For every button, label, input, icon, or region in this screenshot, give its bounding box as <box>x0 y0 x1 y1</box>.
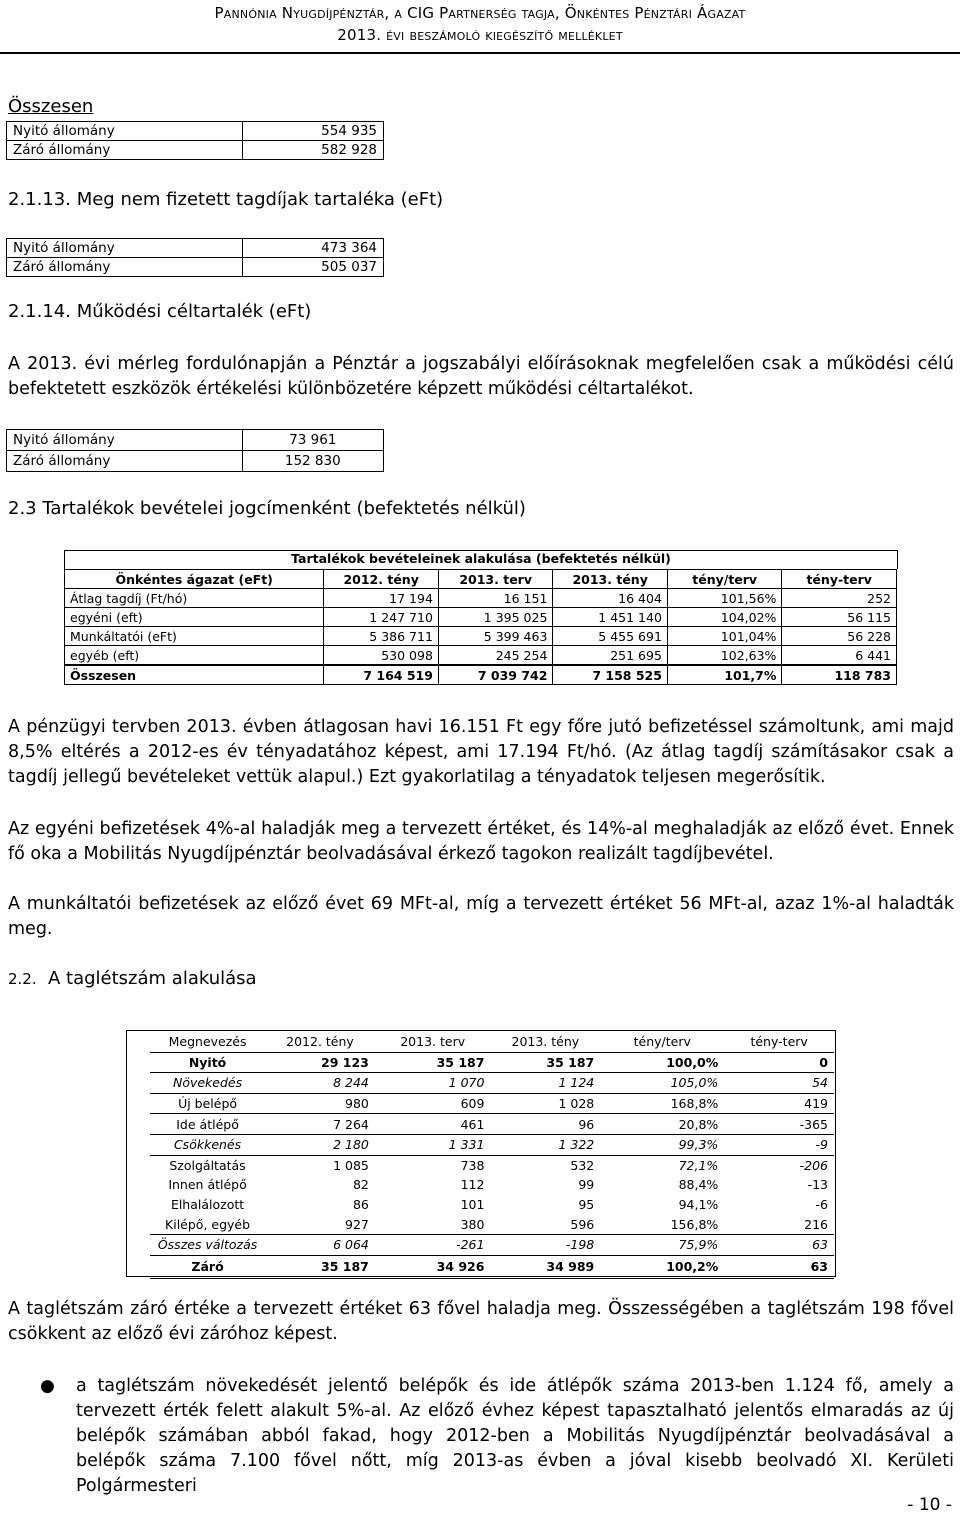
table-cell: -365 <box>724 1114 834 1135</box>
table-cell: 86 <box>352 1197 369 1213</box>
table-cell: 980 <box>265 1093 375 1114</box>
section-2114-title: 2.1.14. Működési céltartalék (eFt) <box>8 301 312 322</box>
page-number: - 10 - <box>907 1495 952 1515</box>
table-cell: 63 <box>724 1255 834 1278</box>
table-cell: 17 194 <box>324 589 439 608</box>
header-cell: 2012. tény <box>265 1032 375 1052</box>
header-rule <box>0 52 960 54</box>
table-cell: 1 395 025 <box>438 608 553 627</box>
header-line-1: Pannónia Nyugdíjpénztár, a CIG Partnerség tagja, Önkéntes Pénztári Ágazat <box>214 4 746 22</box>
table-cell: 16 151 <box>438 589 553 608</box>
table-cell: egyéb (eft) <box>65 646 324 666</box>
table-cell: -261 <box>375 1234 491 1255</box>
table-cell: 461 <box>375 1114 491 1135</box>
header-cell: tény/terv <box>600 1032 724 1052</box>
bullet-icon: ● <box>40 1376 55 1396</box>
table-cell: 7 158 525 <box>553 665 668 685</box>
table-cell: Kilépő, egyéb <box>150 1214 265 1234</box>
table-cell: -6 <box>815 1197 828 1213</box>
table-header-row <box>150 1032 834 1052</box>
table-cell: 118 783 <box>782 665 897 685</box>
table-cell: 1 124 <box>490 1073 600 1094</box>
table-cell: 596 <box>490 1214 600 1234</box>
revenue-table-caption: Tartalékok bevételeinek alakulása (befektetés nélkül) <box>64 550 898 569</box>
table-cell: 530 098 <box>324 646 439 666</box>
table-cell: 609 <box>375 1093 491 1114</box>
table-cell: 1 331 <box>375 1134 491 1155</box>
table-cell: 216 <box>724 1214 834 1234</box>
table-cell: Záró állomány <box>7 141 243 160</box>
table-row <box>7 451 384 472</box>
table-cell: 101,04% <box>667 627 782 646</box>
section-22-number: 2.2. <box>8 970 37 988</box>
table-cell: 473 364 <box>242 239 383 258</box>
table-cell: 245 254 <box>438 646 553 666</box>
header-cell: tény/terv <box>667 570 782 589</box>
table-cell: 95 <box>578 1197 595 1213</box>
table-total-row <box>150 1255 834 1278</box>
table-cell: 6 064 <box>265 1234 375 1255</box>
table-cell: 5 386 711 <box>324 627 439 646</box>
table-cell: Nyitó állomány <box>7 430 243 451</box>
table-row <box>150 1234 834 1255</box>
header-cell: 2013. tény <box>553 570 668 589</box>
table-cell: 5 455 691 <box>553 627 668 646</box>
table-cell: Nyitó állomány <box>7 239 243 258</box>
table-cell: 35 187 <box>490 1052 600 1073</box>
table-cell: 75,9% <box>600 1234 724 1255</box>
table-cell: 20,8% <box>600 1114 724 1135</box>
table-cell: 1 247 710 <box>324 608 439 627</box>
section-22-title: A taglétszám alakulása <box>48 968 257 989</box>
table-cell: 380 <box>375 1214 491 1234</box>
table-cell: 1 322 <box>490 1134 600 1155</box>
table-cell: 1 028 <box>490 1093 600 1114</box>
section-2113-title: 2.1.13. Meg nem fizetett tagdíjak tartaléka (eFt) <box>8 189 444 210</box>
table-cell: 56 228 <box>782 627 897 646</box>
header-cell: 2013. tény <box>490 1032 600 1052</box>
table-cell: Csökkenés <box>150 1134 265 1155</box>
table-cell: Nyitó <box>150 1052 265 1073</box>
table-cell: -9 <box>724 1134 834 1155</box>
table-cell: 252 <box>782 589 897 608</box>
table-cell: 0 <box>724 1052 834 1073</box>
table-cell: 94,1% <box>678 1197 719 1213</box>
table-cell: Növekedés <box>150 1073 265 1094</box>
section-2114-paragraph: A 2013. évi mérleg fordulónapján a Pénztár a jogszabályi előírásoknak megfelelően csak a működési célú befektetett eszközök értékelési különbözetére képzett működési céltartalékot. <box>8 354 954 399</box>
table-cell: 8 244 <box>265 1073 375 1094</box>
section-2113-table <box>6 238 384 277</box>
table-cell: -13 <box>807 1177 828 1193</box>
table-cell: Innen átlépő <box>168 1177 247 1193</box>
table-cell: 532 <box>570 1157 595 1173</box>
table-cell: 927 <box>265 1214 375 1234</box>
section-2114-table <box>6 429 384 472</box>
table-cell: 101,56% <box>667 589 782 608</box>
total-section-title: Összesen <box>8 96 94 117</box>
table-row <box>150 1214 834 1234</box>
table-cell: 105,0% <box>600 1073 724 1094</box>
table-cell: 7 039 742 <box>438 665 553 685</box>
table-row <box>7 239 384 258</box>
total-table <box>6 121 384 160</box>
section-23-paragraph-2: Az egyéni befizetések 4%-al haladják meg a tervezett értéket, és 14%-al meghaladják az előző évet. Ennek fő oka a Mobilitás Nyugdíjpénztár beolvadásával érkező tagokon realizált tagdíjbevétel. <box>8 819 954 864</box>
table-row <box>150 1073 834 1094</box>
table-cell: Záró <box>150 1255 265 1278</box>
table-row <box>150 1175 834 1195</box>
table-cell: 72,1% <box>678 1157 719 1173</box>
header-cell: 2013. terv <box>438 570 553 589</box>
table-cell: 35 187 <box>375 1052 491 1073</box>
table-cell: 1 085 <box>333 1157 369 1173</box>
table-cell: 100,2% <box>600 1255 724 1278</box>
header-cell: Megnevezés <box>150 1032 265 1052</box>
table-cell: 104,02% <box>667 608 782 627</box>
table-cell: 35 187 <box>265 1255 375 1278</box>
table-cell: 5 399 463 <box>438 627 553 646</box>
table-cell: 54 <box>724 1073 834 1094</box>
table-cell: 7 264 <box>265 1114 375 1135</box>
revenue-table <box>64 569 897 685</box>
table-cell: Összesen <box>65 665 324 685</box>
table-cell: 29 123 <box>265 1052 375 1073</box>
table-row <box>150 1134 834 1155</box>
table-cell: 101,7% <box>667 665 782 685</box>
table-cell: 6 441 <box>782 646 897 666</box>
table-cell: 99,3% <box>600 1134 724 1155</box>
table-cell: 582 928 <box>242 141 383 160</box>
table-row <box>7 258 384 277</box>
section-23-paragraph-1: A pénzügyi tervben 2013. évben átlagosan havi 16.151 Ft egy főre jutó befizetéssel számoltunk, ami majd 8,5% eltérés a 2012-es év tényadatához képest, ami 17.194 Ft/hó. (Az átlag tagdíj számításakor csak a tagdíj jellegű bevételeket vettük alapul.) Ezt gyakorlatilag a tényadatok teljesen megerősítik. <box>8 717 954 787</box>
header-cell: Önkéntes ágazat (eFt) <box>65 570 324 589</box>
table-cell: 34 926 <box>375 1255 491 1278</box>
table-row <box>7 122 384 141</box>
table-cell: 34 989 <box>490 1255 600 1278</box>
table-row <box>65 646 897 666</box>
table-row <box>150 1195 834 1215</box>
table-row <box>150 1155 834 1175</box>
table-cell: 1 070 <box>375 1073 491 1094</box>
table-cell: 63 <box>724 1234 834 1255</box>
header-cell: tény-terv <box>724 1032 834 1052</box>
table-row <box>150 1114 834 1135</box>
table-row <box>65 589 897 608</box>
table-row <box>7 430 384 451</box>
table-cell: 156,8% <box>600 1214 724 1234</box>
table-cell: 88,4% <box>678 1177 719 1193</box>
table-row <box>150 1052 834 1073</box>
table-row <box>65 627 897 646</box>
table-cell: 16 404 <box>553 589 668 608</box>
table-cell: Záró állomány <box>7 258 243 277</box>
table-cell: 1 451 140 <box>553 608 668 627</box>
section-22-paragraph-1: A taglétszám záró értéke a tervezett értéket 63 fővel haladja meg. Összességében a taglétszám 198 fővel csökkent az előző évi záróhoz képest. <box>8 1299 954 1344</box>
table-cell: -206 <box>799 1157 828 1173</box>
table-cell: Elhalálozott <box>170 1197 245 1213</box>
membership-table <box>150 1032 834 1279</box>
table-cell: 419 <box>724 1093 834 1114</box>
table-cell: 7 164 519 <box>324 665 439 685</box>
table-total-row <box>65 665 897 685</box>
header-line-2: 2013. évi beszámoló kiegészítő melléklet <box>337 26 623 44</box>
table-cell: 554 935 <box>242 122 383 141</box>
table-cell: Nyitó állomány <box>7 122 243 141</box>
table-cell: 2 180 <box>265 1134 375 1155</box>
section-23-paragraph-3: A munkáltatói befizetések az előző évet 69 MFt-al, míg a tervezett értéket 56 MFt-al, azaz 1%-al haladták meg. <box>8 894 954 939</box>
header-cell: 2013. terv <box>375 1032 491 1052</box>
table-cell: 152 830 <box>242 451 383 472</box>
table-cell: Összes változás <box>150 1234 265 1255</box>
table-cell: 73 961 <box>242 430 383 451</box>
table-header-row <box>65 570 897 589</box>
section-23-title: 2.3 Tartalékok bevételei jogcímenként (befektetés nélkül) <box>8 498 526 519</box>
table-cell: -198 <box>490 1234 600 1255</box>
header-cell: tény-terv <box>782 570 897 589</box>
table-cell: 99 <box>578 1177 595 1193</box>
table-cell: 251 695 <box>553 646 668 666</box>
table-row <box>150 1093 834 1114</box>
table-cell: 738 <box>460 1157 485 1173</box>
section-22-bullet-1: a taglétszám növekedését jelentő belépők és ide átlépők száma 2013-ben 1.124 fő, amely a tervezett érték felett alakult 5%-al. Az előző évhez képest tapasztalható jelentős elmaradás az új belépők számában abból fakad, hogy 2012-ben a Mobilitás Nyugdíjpénztár beolvadásával a belépők száma 7.100 fővel nőtt, míg 2013-as évben a jóval kisebb beolvadó XI. Kerületi Polgármesteri <box>76 1376 954 1496</box>
table-row <box>65 608 897 627</box>
table-cell: 56 115 <box>782 608 897 627</box>
table-cell: 102,63% <box>667 646 782 666</box>
table-cell: Átlag tagdíj (Ft/hó) <box>65 589 324 608</box>
table-cell: Záró állomány <box>7 451 243 472</box>
table-cell: 505 037 <box>242 258 383 277</box>
table-cell: Szolgáltatás <box>169 1157 246 1173</box>
table-cell: egyéni (eft) <box>65 608 324 627</box>
table-cell: 101 <box>460 1197 485 1213</box>
table-cell: Munkáltatói (eFt) <box>65 627 324 646</box>
table-cell: 100,0% <box>600 1052 724 1073</box>
table-cell: 112 <box>460 1177 485 1193</box>
table-cell: 96 <box>490 1114 600 1135</box>
header-cell: 2012. tény <box>324 570 439 589</box>
table-cell: Ide átlépő <box>150 1114 265 1135</box>
table-cell: Új belépő <box>150 1093 265 1114</box>
table-cell: 168,8% <box>600 1093 724 1114</box>
table-cell: 82 <box>352 1177 369 1193</box>
table-row <box>7 141 384 160</box>
